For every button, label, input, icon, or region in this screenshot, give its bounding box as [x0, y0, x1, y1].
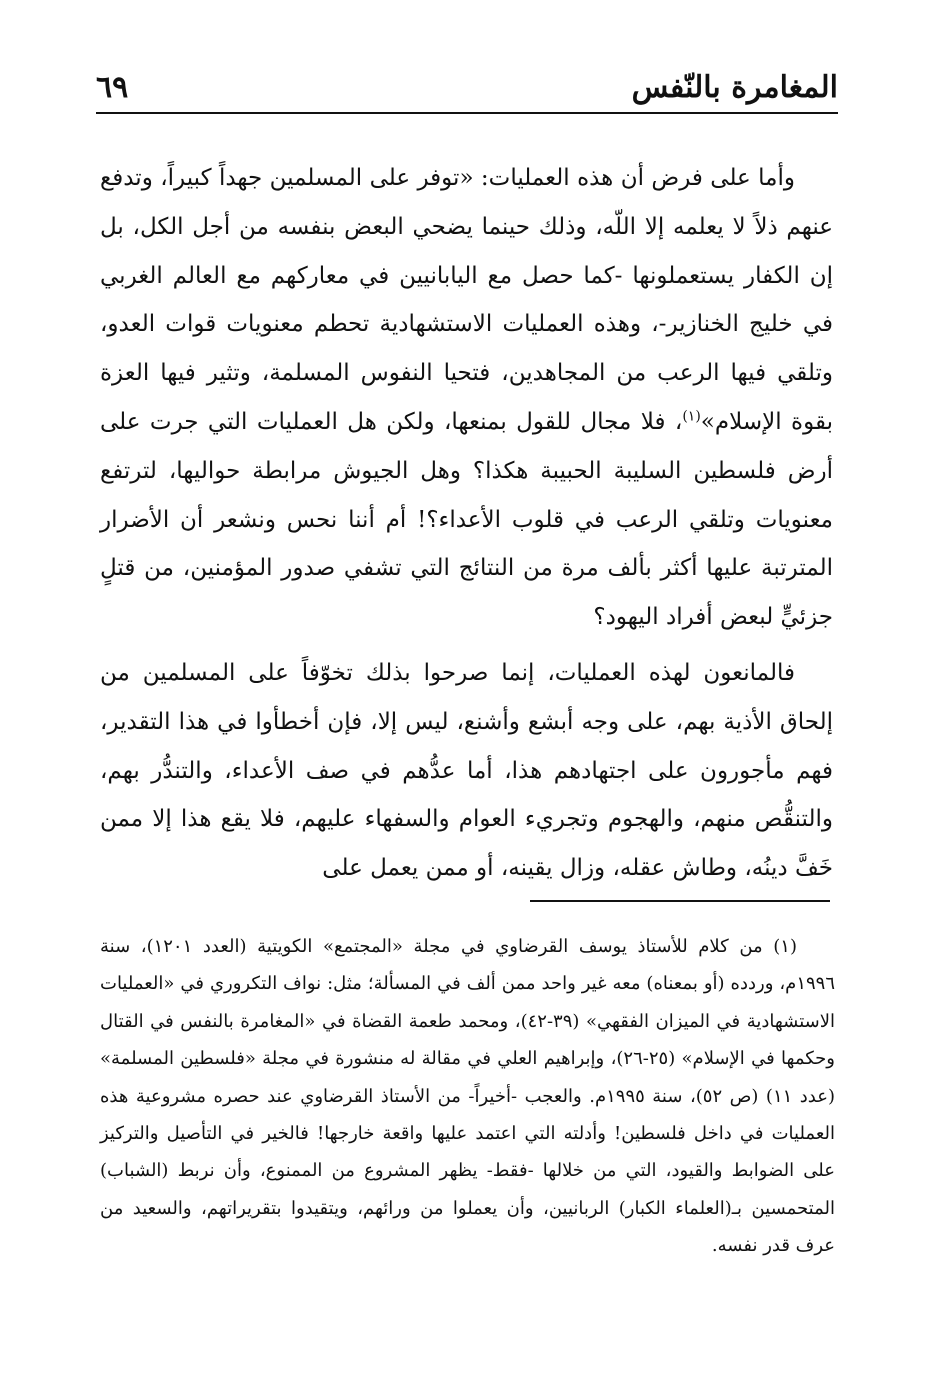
- footnote-text: (١) من كلام للأستاذ يوسف القرضاوي في مجلة «المجتمع» الكويتية (العدد ١٢٠١)، سنة ١٩٩٦م، وردده (أو بمعناه) معه غير واحد ممن ألف في المسألة؛ مثل: نواف التكروري في «العمليات الاستشهادية في الميزان الفقهي» (٣٩-٤٢)، ومحمد طعمة القضاة في «المغامرة بالنفس في القتال وحكمها في الإسلام» (٢٥-٢٦)، وإبراهيم العلي في مقالة له منشورة في مجلة «فلسطين المسلمة» (عدد ١١) (ص ٥٢)، سنة ١٩٩٥م. والعجب -أخيراً- من الأستاذ القرضاوي عند حصره مشروعية هذه العمليات في داخل فلسطين! وأدلته التي اعتمد عليها واقعة خارجها! فالخير في التأصيل والتركيز على الضوابط والقيود، التي من خلالها -فقط- يظهر المشروع من الممنوع، وأن نربط (الشباب) المتحمسين بـ(العلماء الكبار) الربانيين، وأن يعملوا من ورائهم، ويتقيدوا بتقريراتهم، والسعيد من عرف قدر نفسه.: [100, 936, 836, 1257]
- footnote-reference: (١): [682, 408, 701, 425]
- paragraph-1-text: وأما على فرض أن هذه العمليات: «توفر على المسلمين جهداً كبيراً، وتدفع عنهم ذلاً لا يعلمه إلا اللّه، وذلك حينما يضحي البعض بنفسه من أجل الكل، بل إن الكفار يستعملونها -كما حصل مع اليابانيين في معاركهم مع العالم الغربي في خليج الخنازير-، وهذه العمليات الاستشهادية تحطم معنويات قوات العدو، وتلقي فيها الرعب من المجاهدين، فتحيا النفوس المسلمة، وتثير فيها العزة بقوة الإسلام»: [100, 165, 834, 435]
- running-header: [96, 62, 838, 108]
- paragraph-1: [100, 154, 833, 642]
- running-title: المغامرة بالنّفس: [631, 70, 838, 105]
- main-text: [100, 154, 833, 893]
- page-number: ٦٩: [96, 70, 129, 105]
- paragraph-1-continuation: ، فلا مجال للقول بمنعها، ولكن هل العمليات التي جرت على أرض فلسطين السليبة الحبيبة هكذا؟ وهل الجيوش مرابطة حواليها، لترتفع معنويات وتلقي الرعب في قلوب الأعداء؟! أم أننا نحس ونشعر أن الأضرار المترتبة عليها أكثر بألف مرة من النتائج التي تشفي صدور المؤمنين، من قتلٍ جزئيٍّ لبعض أفراد اليهود؟: [100, 408, 833, 631]
- footnote: [100, 928, 835, 1265]
- header-divider: [96, 112, 838, 114]
- paragraph-2: فالمانعون لهذه العمليات، إنما صرحوا بذلك تخوّفاً على المسلمين من إلحاق الأذية بهم، على وجه أبشع وأشنع، ليس إلا، فإن أخطأوا في هذا التقدير، فهم مأجورون على اجتهادهم هذا، أما عدُّهم في صف الأعداء، والتندُّر بهم، والتنقُّص منهم، والهجوم وتجريء العوام والسفهاء عليهم، فلا يقع هذا إلا ممن خَفَّ دينُه، وطاش عقله، وزال يقينه، أو ممن يعمل على: [100, 659, 833, 882]
- footnote-divider: [530, 900, 830, 902]
